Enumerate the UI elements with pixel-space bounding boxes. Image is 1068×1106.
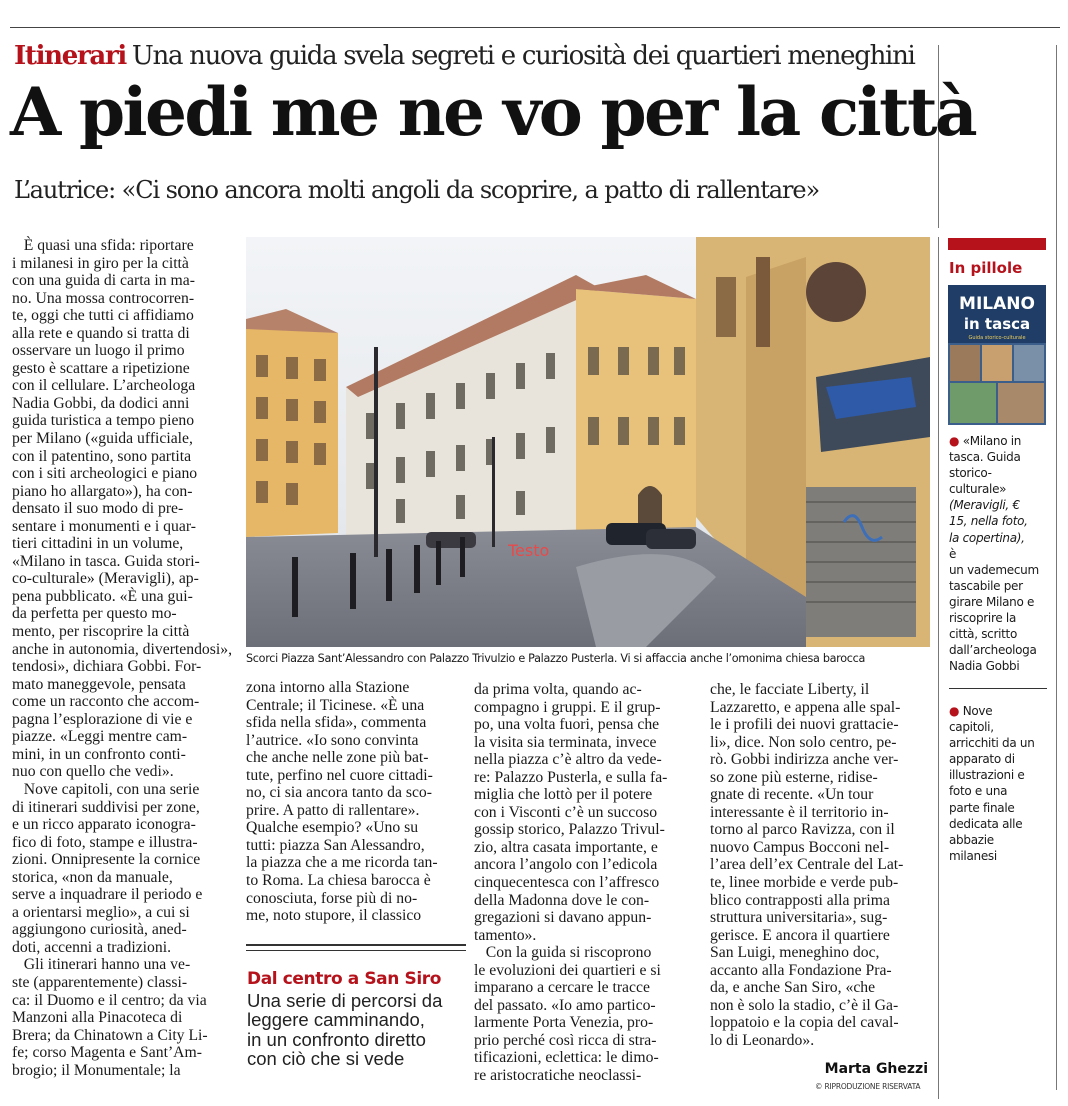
top-rule (10, 27, 1060, 28)
article-line: piano ho allargato»), ha con- (12, 482, 193, 500)
article-line: doti, accenni a tradizioni. (12, 938, 171, 956)
sidebar-line: illustrazioni e (949, 768, 1025, 783)
article-line: ca: il Duomo e il centro; da via (12, 991, 207, 1009)
article-line: per Milano («guida ufficiale, (12, 430, 193, 448)
byline: Marta Ghezzi (824, 1061, 928, 1077)
article-line: prio perché così ricca di stra- (474, 1031, 657, 1049)
article-line: come un racconto che accom- (12, 693, 200, 711)
article-line: me, noto stupore, il classico (246, 907, 422, 925)
article-line: ancora l’angolo con l’edicola (474, 856, 658, 874)
sidebar-line: parte finale (949, 800, 1015, 815)
article-line: gregazioni si davano appun- (474, 909, 652, 927)
article-line: l’autrice. «Io sono convinta (246, 731, 419, 749)
article-line: te, oggi che tutti ci affidiamo (12, 307, 194, 325)
sidebar-line: tascabile per (949, 578, 1023, 593)
article-line: nella piazza c’è altro da vede- (474, 751, 662, 769)
article-line: loppatoio e la copia del caval- (710, 1014, 899, 1032)
article-column-4 (710, 681, 936, 1049)
article-line: gossip storico, Palazzo Trivul- (474, 821, 665, 839)
article-line: brogio; il Monumentale; la (12, 1061, 181, 1079)
article-line: Nove capitoli, con una serie (12, 780, 200, 798)
article-line: la piazza che a me ricorda tan- (246, 854, 438, 872)
article-line: compagno i gruppi. E il grup- (474, 698, 661, 716)
article-line: imparano a cercare le tracce (474, 979, 650, 997)
kicker (14, 41, 915, 71)
sidebar-line: storico- (949, 466, 992, 481)
sidebar-line (949, 703, 1049, 719)
article-line: È quasi una sfida: riportare (12, 237, 194, 254)
article-line: San Luigi, meneghino doc, (710, 944, 880, 962)
book-cover-tagline: Guida storico-culturale (968, 335, 1026, 341)
sidebar-line: è (949, 546, 957, 561)
inset-rule-bottom (246, 950, 466, 951)
column-rule-sidebar (938, 237, 939, 1099)
article-line: Gli itinerari hanno una ve- (12, 956, 191, 974)
inset-text (247, 991, 467, 1069)
article-line: da, e anche San Siro, «che (710, 979, 876, 997)
article-line: da perfetta per questo mo- (12, 605, 177, 623)
article-line: «Milano in tasca. Guida stori- (12, 552, 200, 570)
article-line: li», dice. Non solo centro, pe- (710, 733, 897, 751)
article-line: tamento». (474, 926, 537, 944)
inset-line: leggere camminando, (247, 1009, 425, 1031)
inset-line: in un confronto diretto (247, 1028, 426, 1050)
article-line: rò. Gobbi indirizza anche ver- (710, 751, 899, 769)
sidebar-item-1 (949, 433, 1049, 674)
article-line: della Madonna dove le con- (474, 891, 650, 909)
sidebar-line: culturale» (949, 482, 1007, 497)
bullet-icon: ● (949, 704, 963, 718)
article-line: la visita sia terminata, invece (474, 733, 657, 751)
article-line: l’area dell’ex Centrale del Lat- (710, 856, 904, 874)
sidebar-line: città, scritto (949, 627, 1017, 642)
sidebar-line: tasca. Guida (949, 450, 1021, 465)
article-line: struttura universitaria», sug- (710, 909, 888, 927)
article-line: con i siti archeologici e piano (12, 465, 198, 483)
article-line: le i profili dei nuovi grattacie- (710, 716, 899, 734)
article-line: so zone più esterne, ridise- (710, 768, 878, 786)
sidebar-line: arricchiti da un (949, 736, 1035, 751)
photo-watermark: Testo (508, 541, 550, 560)
article-photo (246, 237, 930, 647)
sidebar-line (949, 433, 1049, 449)
article-line: Brera; da Chinatown a City Li- (12, 1026, 208, 1044)
inset-title: Dal centro a San Siro (247, 969, 442, 989)
copyright: © RIPRODUZIONE RISERVATA (815, 1082, 921, 1091)
inset-line: con ciò che si vede (247, 1048, 405, 1070)
sidebar-line-text: «Milano in (962, 434, 1022, 448)
article-line: i milanesi in giro per la città (12, 254, 189, 272)
article-line: pagna l’esplorazione di vie e (12, 710, 193, 728)
sidebar-line: (Meravigli, € (949, 498, 1020, 513)
inset-line: Una serie di percorsi da (247, 990, 443, 1011)
article-line: con una guida di carta in ma- (12, 272, 195, 290)
article-line: zona intorno alla Stazione (246, 679, 410, 696)
article-line: mini, in un confronto conti- (12, 745, 186, 763)
sidebar-title: In pillole (949, 259, 1023, 277)
sidebar-line: dall’archeologa (949, 643, 1037, 658)
article-line: gesto è scattare a ripetizione (12, 359, 190, 377)
sidebar-line: foto e una (949, 784, 1008, 799)
article-line: con il cellulare. L’archeologa (12, 377, 196, 395)
article-line: pena pubblicato. «È una gui- (12, 587, 193, 605)
sidebar-line: la copertina), (949, 530, 1025, 545)
article-line: che anche nelle zone più bat- (246, 749, 429, 767)
sidebar-item-2 (949, 703, 1049, 864)
article-column-2 (246, 679, 466, 925)
article-line: nuovo Campus Bocconi nel- (710, 838, 890, 856)
article-line: guida turistica a tempo pieno (12, 412, 195, 430)
article-line: che, le facciate Liberty, il (710, 681, 870, 698)
article-line: torno al parco Ravizza, con il (710, 821, 895, 839)
sidebar-line-text: Nove (962, 704, 993, 718)
article-line: Con la guida si riscoprono (474, 944, 652, 962)
article-line: tendosi», dichiara Gobbi. For- (12, 658, 202, 676)
article-line: tificazioni, eclettica: le dimo- (474, 1049, 659, 1067)
sidebar-line: un vademecum (949, 562, 1039, 577)
article-line: accanto alla Fondazione Pra- (710, 961, 892, 979)
sidebar-divider (949, 688, 1047, 689)
article-line: te, linee morbide e verde pub- (710, 874, 899, 892)
article-line: ste (apparentemente) classi- (12, 973, 188, 991)
article-line: Nadia Gobbi, da dodici anni (12, 394, 190, 412)
article-line: conosciuta, forse più di no- (246, 889, 418, 907)
article-line: alla rete e quando si tratta di (12, 324, 190, 342)
sidebar-line: milanesi (949, 848, 997, 863)
column-rule-edge (1056, 45, 1057, 1090)
article-line: zio, altra casata importante, e (474, 838, 658, 856)
article-line: tutti: piazza San Alessandro, (246, 836, 425, 854)
inset-rule-top (246, 944, 466, 946)
article-line: gerisce. E ancora il quartiere (710, 926, 890, 944)
article-line: Qualche esempio? «Uno su (246, 819, 419, 837)
article-line: Centrale; il Ticinese. «È una (246, 696, 425, 714)
kicker-text: Una nuova guida svela segreti e curiosità dei quartieri meneghini (131, 41, 915, 71)
article-line: co-culturale» (Meravigli), ap- (12, 570, 199, 588)
sidebar-line: girare Milano e (949, 594, 1035, 609)
article-line: le evoluzioni dei quartieri e si (474, 961, 661, 979)
article-line: po, una volta fuori, pensa che (474, 716, 660, 734)
article-line: no, ci sia ancora tanto da sco- (246, 784, 432, 802)
article-line: re: Palazzo Pusterla, e sulla fa- (474, 768, 668, 786)
article-line: aggiungono curiosità, aned- (12, 921, 187, 939)
article-line: Manzoni alla Pinacoteca di (12, 1009, 183, 1027)
article-line: re aristocratiche neoclassi- (474, 1067, 642, 1085)
article-line: no. Una mossa controcorren- (12, 289, 195, 307)
article-line: fico di foto, stampe e illustra- (12, 833, 198, 851)
article-line: mato maneggevole, pensata (12, 675, 186, 693)
article-line: sentare i monumenti e i quar- (12, 517, 196, 535)
article-line: a orientarsi meglio», a cui si (12, 903, 190, 921)
article-line: con il patentino, sono partita (12, 447, 192, 465)
article-line: lo di Leonardo». (710, 1031, 815, 1049)
headline: A piedi me ne vo per la città (10, 73, 976, 151)
section-label: Itinerari (14, 41, 126, 71)
sidebar-line: capitoli, (949, 720, 994, 735)
article-line: da prima volta, quando ac- (474, 681, 642, 698)
sidebar-line: dedicata alle (949, 816, 1023, 831)
article-line: cinquecentesca con l’affresco (474, 874, 660, 892)
article-line: miglia che lottò per il potere (474, 786, 653, 804)
book-cover (948, 285, 1046, 425)
article-line: osservare un luogo il primo (12, 342, 185, 360)
article-line: piazze. «Leggi mentre cam- (12, 728, 188, 746)
sidebar-line: apparato di (949, 752, 1015, 767)
article-line: e un ricco apparato iconogra- (12, 816, 196, 834)
article-line: di itinerari suddivisi per zone, (12, 798, 200, 816)
deck: L’autrice: «Ci sono ancora molti angoli da scoprire, a patto di rallentare» (14, 176, 820, 204)
photo-caption: Scorci Piazza Sant’Alessandro con Palazzo Trivulzio e Palazzo Pusterla. Vi si affaccia anche l’omonima chiesa barocca (246, 652, 866, 665)
article-line: prire. A patto di rallentare». (246, 801, 420, 819)
article-line: nuo con quello che vedi». (12, 763, 174, 781)
article-line: zioni. Onnipresente la cornice (12, 851, 201, 869)
article-line: gnate di recente. «Un tour (710, 786, 874, 804)
book-cover-title: MILANO (959, 294, 1035, 314)
article-column-3 (474, 681, 700, 1085)
sidebar-line: 15, nella foto, (949, 514, 1028, 529)
article-line: mento, per riscoprire la città (12, 623, 190, 641)
bullet-icon: ● (949, 434, 963, 448)
article-line: Lazzaretto, e appena alle spal- (710, 698, 901, 716)
article-line: densato il suo modo di pre- (12, 500, 184, 518)
book-cover-subtitle-2: in tasca (963, 315, 1031, 333)
article-line: anche in autonomia, divertendosi», (12, 640, 233, 658)
article-line: fe; corso Magenta e Sant’Am- (12, 1044, 202, 1062)
sidebar-line: Nadia Gobbi (949, 659, 1020, 674)
sidebar-line: riscoprire la (949, 611, 1016, 626)
article-line: tieri cittadini in un volume, (12, 535, 184, 553)
article-line: to Roma. La chiesa barocca è (246, 872, 431, 890)
article-line: sfida nella sfida», commenta (246, 714, 427, 732)
article-line: tute, perfino nel cuore cittadi- (246, 766, 433, 784)
article-line: interessante è il territorio in- (710, 803, 889, 821)
article-column-1 (12, 237, 236, 1079)
article-line: storica, «non da manuale, (12, 868, 173, 886)
sidebar-accent-bar (948, 238, 1046, 250)
article-line: blico contrapposti alla prima (710, 891, 890, 909)
article-line: larmente Porta Venezia, pro- (474, 1014, 654, 1032)
sidebar-line: abbazie (949, 832, 994, 847)
article-line: con i Visconti c’è un succoso (474, 803, 658, 821)
article-line: del passato. «Io amo partico- (474, 996, 656, 1014)
article-line: serve a inquadrare il periodo e (12, 886, 203, 904)
article-line: non è solo la stadio, c’è il Ga- (710, 996, 899, 1014)
